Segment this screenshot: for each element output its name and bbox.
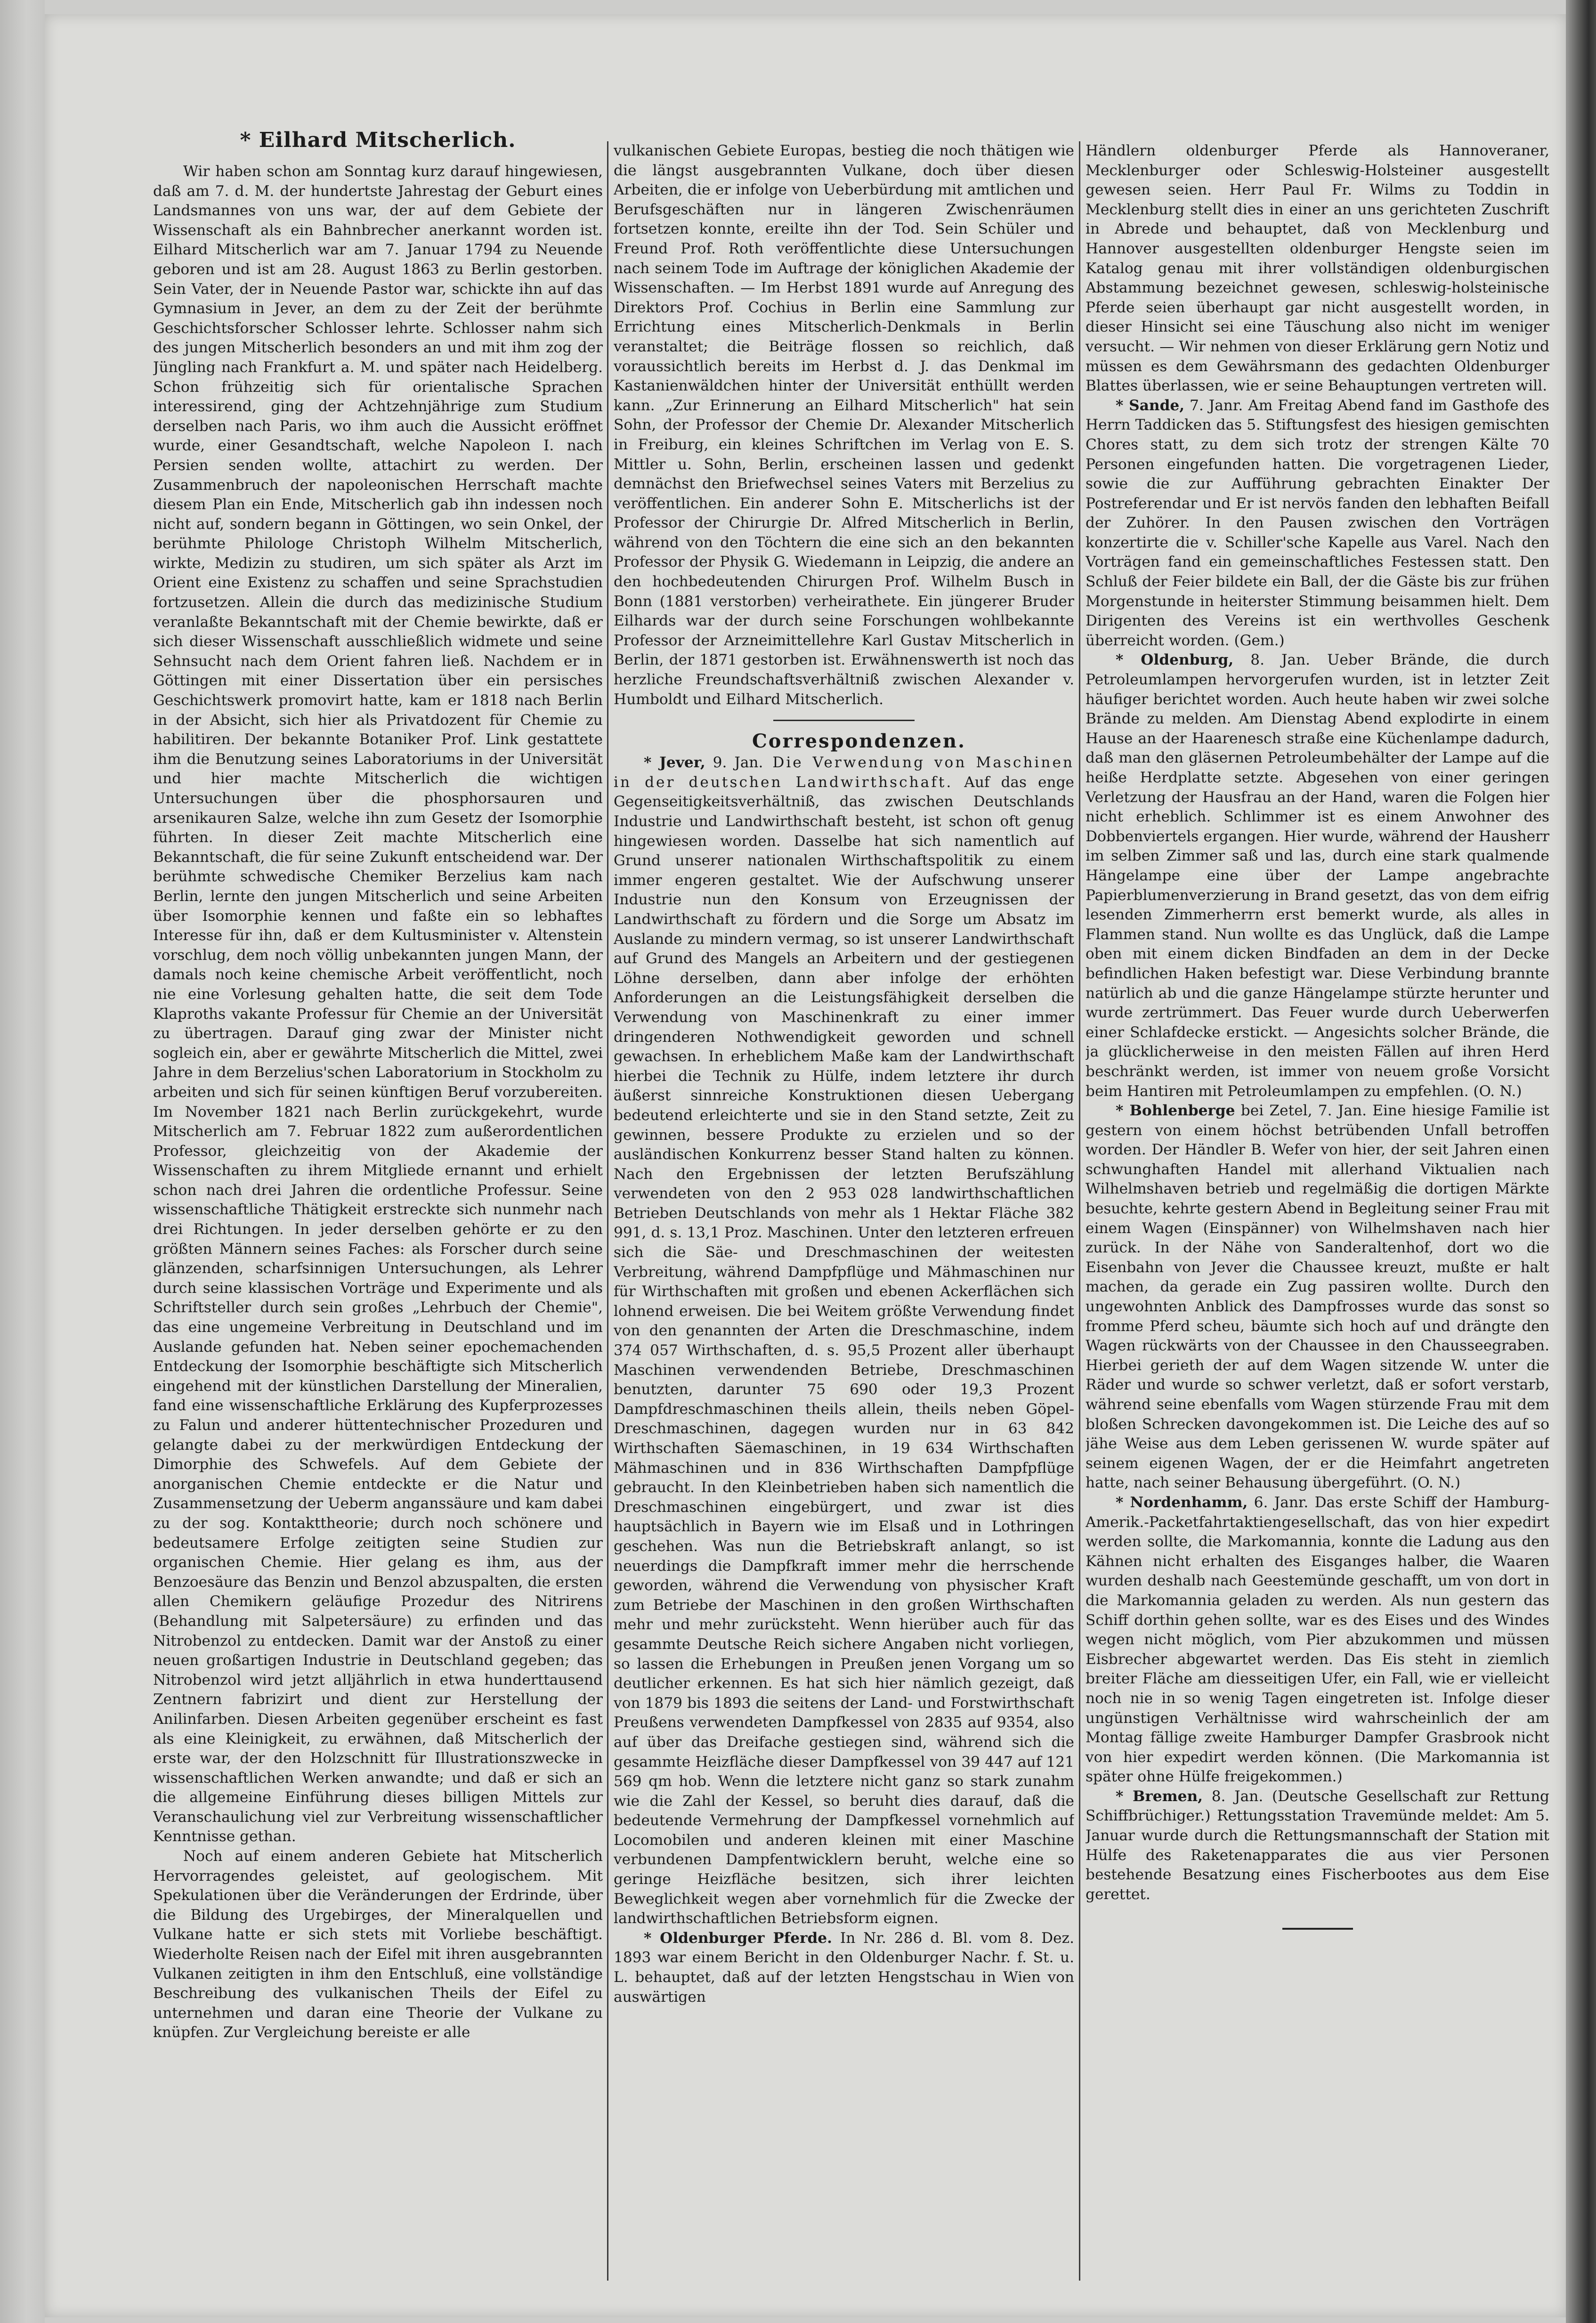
report-text: 7. Janr. Am Freitag Abend fand im Gasthofe des Herrn Taddicken das 5. Stiftungsfest des hiesigen gemischten Chores statt, zu dem sich trotz der strengen Kälte 70 Personen eingefunden hatten. Die vorgetragenen Lieder, sowie die zur Aufführung gebrachten Einakter Der Postreferendar und Er ist nervös fanden den lebhaften Beifall der Zuhörer. In den Pausen zwischen den Vorträgen konzertirte die v. Schiller'sche Kapelle aus Varel. Nach den Vorträgen fand ein gemeinschaftliches Festessen statt. Den Schluß der Feier bildete ein Ball, der die Gäste bis zur frühen Morgenstunde in heiterster Stimmung beisammen hielt. Dem Dirigenten des Vereins ist ein werthvolles Geschenk überreicht worden. (Gem.) xyxy=(1086,397,1549,649)
article-title: * Eilhard Mitscherlich. xyxy=(240,128,516,152)
report-text: bei Zetel, 7. Jan. Eine hiesige Familie ist gestern von einem höchst betrübenden Unfall betroffen worden. Der Händler B. Wefer von hier, der seit Jahren einen schwunghaften Handel mit allerhand Viktualien nach Wilhelmshaven betrieb und regelmäßig die dortigen Märkte besuchte, kehrte gestern Abend in Begleitung seiner Frau mit einem Wagen (Einspänner) von Wilhelmshaven nach hier zurück. In der Nähe von Sanderaltenhof, dort wo die Eisenbahn von Jever die Chaussee kreuzt, mußte er halt machen, da gerade ein Zug passiren wollte. Durch den ungewohnten Anblick des Dampfrosses wurde das sonst so fromme Pferd scheu, bäumte sich hoch auf und drängte den Wagen rückwärts von der Chaussee in den Chausseegraben. Hierbei gerieth der auf dem Wagen sitzende W. unter die Räder und wurde so schwer verletzt, daß er sofort verstarb, während seine ebenfalls vom Wagen stürzende Frau mit dem bloßen Schrecken davongekommen ist. Die Leiche des auf so jähe Weise aus dem Leben gerissenen W. wurde später auf seinem eigenen Wagen, der er die Heimfahrt angetreten hatte, nach seiner Behausung übergeführt. (O. N.) xyxy=(1086,1102,1549,1492)
report-sande xyxy=(1086,396,1549,651)
report-lead: * Oldenburg, xyxy=(1116,651,1234,669)
report-oldenburg xyxy=(1086,650,1549,1101)
article-paragraph: Noch auf einem anderen Gebiete hat Mitscherlich Hervorragendes geleistet, auf geologischem. Mit Spekulationen über die Veränderungen der Erdrinde, über die Bildung des Urgebirges, der Mineralquellen und Vulkane hatte er sich stets mit Vorliebe beschäftigt. Wiederholte Reisen nach der Eifel mit ihren ausgebrannten Vulkanen zeitigten in ihm den Entschluß, eine vollständige Beschreibung des vulkanischen Theils der Eifel zu unternehmen und daran eine Theorie der Vulkane zu knüpfen. Zur Vergleichung bereiste er alle xyxy=(153,1848,603,2041)
report-lead: * Nordenhamm, xyxy=(1116,1494,1248,1511)
report-text: 6. Janr. Das erste Schiff der Hamburg-Amerik.-Packetfahrtaktiengesellschaft, das von hier expedirt werden sollte, die Markomannia, konnte die Ladung aus den Kähnen nicht erhalten des Eisganges halber, die Waaren wurden deshalb nach Geestemünde geschafft, um von dort in die Markomannia geladen zu werden. Als nun gestern das Schiff dorthin gehen sollte, war es des Eises und des Windes wegen nicht möglich, vom Pier abzukommen und müssen Eisbrecher abgewartet werden. Das Eis steht in ziemlich breiter Fläche am diesseitigen Ufer, ein Fall, wie er vielleicht noch nie in so wenig Tagen eingetreten ist. Infolge dieser ungünstigen Verhältnisse wird wahrscheinlich der am Montag fällige zweite Hamburger Dampfer Grasbrook nicht von hier expedirt werden können. (Die Markomannia ist später ohne Hülfe freigekommen.) xyxy=(1086,1494,1549,1786)
report-nordenhamm xyxy=(1086,1493,1549,1787)
section-heading: Correspondenzen. xyxy=(752,730,966,753)
report-bremen xyxy=(1086,1787,1549,1905)
report-lead: * Sande, xyxy=(1116,397,1185,414)
report-text: Händlern oldenburger Pferde als Hannoveraner, Mecklenburger oder Schleswig-Holsteiner ausgestellt gewesen seien. Herr Paul Fr. Wilms zu Toddin in Mecklenburg stellt dies in einer an uns gerichteten Zuschrift in Abrede und behauptet, daß von Mecklenburg und Hannover ausgestellten oldenburger Hengste seien im Katalog genau mit ihrer vollständigen oldenburgischen Abstammung bezeichnet gewesen, schleswig-holsteinische Pferde seien überhaupt gar nicht ausgestellt worden, in dieser Hinsicht sei eine Täuschung also nicht im weniger versucht. — Wir nehmen von dieser Erklärung gern Notiz und müssen es dem Gewährsmann des gedachten Oldenburger Blattes überlassen, wie er seine Behauptungen vertreten will. xyxy=(1086,142,1549,395)
report-continuation xyxy=(1086,141,1549,396)
report-lead: * Jever, xyxy=(644,754,705,772)
scan-right-edge xyxy=(1566,0,1596,2323)
article-paragraph: Wir haben schon am Sonntag kurz darauf hingewiesen, daß am 7. d. M. der hundertste Jahrestag der Geburt eines Landsmannes von uns war, der auf dem Gebiete der Wissenschaft als ein Bahnbrecher anerkannt worden ist. Eilhard Mitscherlich war am 7. Januar 1794 zu Neuende geboren und ist am 28. August 1863 zu Berlin gestorben. Sein Vater, der in Neuende Pastor war, schickte ihn auf das Gymnasium in Jever, an dem zu der Zeit der berühmte Geschichtsforscher Schlosser lehrte. Schlosser nahm sich des jungen Mitscherlich besonders an und mit ihm zog der Jüngling nach Frankfurt a. M. und später nach Heidelberg. Schon frühzeitig sich für orientalische Sprachen interessirend, ging der Achtzehnjährige zum Studium derselben nach Paris, wo ihm auch die Aussicht eröffnet wurde, einer Gesandtschaft, welche Napoleon I. nach Persien senden wollte, attachirt zu werden. Der Zusammenbruch der napoleonischen Herrschaft machte diesem Plan ein Ende, Mitscherlich gab ihn indessen noch nicht auf, sondern begann in Göttingen, wo sein Onkel, der berühmte Philologe Christoph Wilhelm Mitscherlich, wirkte, Medizin zu studiren, um sich später als Arzt im Orient eine Existenz zu schaffen und seine Sprachstudien fortzusetzen. Allein die durch das medizinische Studium veranlaßte Bekanntschaft mit der Chemie bewirkte, daß er sich dieser Wissenschaft ausschließlich widmete und seine Sehnsucht nach dem Orient fahren ließ. Nachdem er in Göttingen mit einer Dissertation über ein persisches Geschichtswerk promovirt hatte, kam er 1818 nach Berlin in der Absicht, sich hier als Privatdozent für Chemie zu habilitiren. Der bekannte Botaniker Prof. Link gestattete ihm die Benutzung seines Laboratoriums in der Universität und hier machte Mitscherlich die wichtigen Untersuchungen über die phosphorsauren und arsenikauren Salze, welche ihn zum Gesetz der Isomorphie führten. In dieser Zeit machte Mitscherlich eine Bekanntschaft, die für seine Zukunft entscheidend war. Der berühmte schwedische Chemiker Berzelius kam nach Berlin, lernte den jungen Mitscherlich und seine Arbeiten über Isomorphie kennen und faßte ein so lebhaftes Interesse für ihn, daß er dem Kultusminister v. Altenstein vorschlug, dem noch völlig unbekannten jungen Mann, der damals noch keine chemische Arbeit veröffentlicht, noch nie eine Vorlesung gehalten hatte, die seit dem Tode Klaproths vakante Professur für Chemie an der Universität zu übertragen. Darauf ging zwar der Minister nicht sogleich ein, aber er gewährte Mitscherlich die Mittel, zwei Jahre in dem Berzelius'schen Laboratorium in Stockholm zu arbeiten und sich für seinen künftigen Beruf vorzubereiten. Im November 1821 nach Berlin zurückgekehrt, wurde Mitscherlich am 7. Februar 1822 zum außerordentlichen Professor, gleichzeitig von der Akademie der Wissenschaften zu ihrem Mitgliede ernannt und erhielt schon nach drei Jahren die ordentliche Professur. Seine wissenschaftliche Thätigkeit erstreckte sich nunmehr nach drei Richtungen. In jeder derselben gehörte er zu den größten Männern seines Faches: als Forscher durch seine glänzenden, scharfsinnigen Untersuchungen, als Lehrer durch seine klassischen Vorträge und Experimente und als Schriftsteller durch sein großes „Lehrbuch der Chemie", das eine ungemeine Verbreitung in Deutschland und im Auslande gefunden hat. Neben seiner epochemachenden Entdeckung der Isomorphie beschäftigte sich Mitscherlich eingehend mit der künstlichen Darstellung der Mineralien, fand eine wissenschaftliche Erklärung des Kupferprozesses zu Falun und anderer hüttentechnischer Prozeduren und gelangte dabei zu der merkwürdigen Entdeckung der Dimorphie des Schwefels. Auf dem Gebiete der anorganischen Chemie entdeckte er die Natur und Zusammensetzung der Ueberm anganssäure und kam dabei zu der sog. Kontakttheorie; durch noch schönere und bedeutsamere Erfolge zeitigten seine Studien zur organischen Chemie. Hier gelang es ihm, aus der Benzoesäure das Benzin und Benzol abzuspalten, die ersten allen Chemikern geläufige Prozedur des Nitrirens (Behandlung mit Salpetersäure) zu erfinden und das Nitrobenzol zu entdecken. Damit war der Anstoß zu einer neuen großartigen Industrie in Deutschland gegeben; das Nitrobenzol wird jetzt alljährlich in etwa hunderttausend Zentnern fabrizirt und dient zur Herstellung der Anilinfarben. Diesen Arbeiten gegenüber erscheint es fast als eine Kleinigkeit, zu erwähnen, daß Mitscherlich der erste war, der den Holzschnitt für Illustrationszwecke in wissenschaftlichen Werken anwandte; und daß er sich an die allgemeine Einführung dieses billigen Mittels zur Veranschaulichung viel zur Verbreitung wissenschaftlicher Kenntnisse gethan. xyxy=(153,163,603,1845)
scan-binding-edge xyxy=(0,0,45,2323)
report-lead: * Bremen, xyxy=(1116,1787,1203,1805)
report-bohlenberge xyxy=(1086,1101,1549,1493)
report-lead: * Oldenburger Pferde. xyxy=(644,1929,832,1947)
column-rule-2 xyxy=(1079,141,1080,2281)
report-text: 8. Jan. Ueber Brände, die durch Petroleumlampen hervorgerufen wurden, ist in letzter Zeit häufiger berichtet worden. Auch heute haben wir zwei solche Brände zu melden. Am Dienstag Abend explodirte in einem Hause an der Haarenesch straße eine Küchenlampe dadurch, daß man den gläsernen Petroleumbehälter der Lampe auf die heiße Herdplatte setzte. Abgesehen von einer geringen Verletzung der Hausfrau an der Hand, waren die Folgen hier nicht erheblich. Schlimmer ist es einem Anwohner des Dobbenviertels ergangen. Hier wurde, während der Hausherr im selben Zimmer saß und las, durch eine stark qualmende Hängelampe eine über der Lampe angebrachte Papierblumenverzierung in Brand gesetzt, das von dem eifrig lesenden Zimmerherrn erst bemerkt wurde, als alles in Flammen stand. Nun wollte es das Unglück, daß die Lampe oben mit einem dicken Bindfaden an dem in der Decke befindlichen Haken befestigt war. Diese Verbindung brannte natürlich ab und die ganze Hängelampe stürzte herunter und wurde zertrümmert. Das Feuer wurde durch Ueberwerfen einer Schlafdecke erstickt. — Angesichts solcher Brände, die ja glücklicherweise in den meisten Fällen auf ihren Herd beschränkt werden, ist immer von neuem große Vorsicht beim Hantiren mit Petroleumlampen zu empfehlen. (O. N.) xyxy=(1086,651,1549,1100)
report-date: 9. Jan. xyxy=(705,754,763,772)
report-lead: * Bohlenberge xyxy=(1116,1102,1235,1120)
section-divider xyxy=(773,720,915,721)
column-2 xyxy=(614,141,1074,2295)
column-rule-1 xyxy=(607,141,608,2281)
article-paragraph: vulkanischen Gebiete Europas, bestieg die noch thätigen wie die längst ausgebrannten Vulkane, doch über diesen Arbeiten, die er infolge von Ueberbürdung mit amtlichen und Berufsgeschäften nur in längeren Zwischenräumen fortsetzen konnte, ereilte ihn der Tod. Sein Schüler und Freund Prof. Roth veröffentlichte diese Untersuchungen nach seinem Tode im Auftrage der königlichen Akademie der Wissenschaften. — Im Herbst 1891 wurde auf Anregung des Direktors Prof. Cochius in Berlin eine Sammlung zur Errichtung eines Mitscherlich-Denkmals in Berlin veranstaltet; die Beiträge flossen so reichlich, daß voraussichtlich bereits im Herbst d. J. das Denkmal im Kastanienwäldchen hinter der Universität enthüllt werden kann. „Zur Erinnerung an Eilhard Mitscherlich" hat sein Sohn, der Professor der Chemie Dr. Alexander Mitscherlich in Freiburg, ein kleines Schriftchen im Verlag von E. S. Mittler u. Sohn, Berlin, erscheinen lassen und gedenkt demnächst den Briefwechsel seines Vaters mit Berzelius zu veröffentlichen. Ein anderer Sohn E. Mitscherlichs ist der Professor der Chirurgie Dr. Alfred Mitscherlich in Berlin, während von den Töchtern die eine sich an den bekannten Professor der Physik G. Wiedemann in Leipzig, die andere an den hochbedeutenden Chirurgen Prof. Wilhelm Busch in Bonn (1881 verstorben) verheirathete. Ein jüngerer Bruder Eilhards war der durch seine Forschungen wohlbekannte Professor der Arzneimittellehre Karl Gustav Mitscherlich in Berlin, der 1871 gestorben ist. Erwähnenswerth ist noch das herzliche Freundschaftsverhältniß zwischen Alexander v. Humboldt und Eilhard Mitscherlich. xyxy=(614,142,1074,708)
column-3 xyxy=(1086,141,1549,2295)
report-text: 8. Jan. (Deutsche Gesellschaft zur Rettung Schiffbrüchiger.) Rettungsstation Travemünde meldet: Am 5. Januar wurde durch die Rettungsmannschaft der Station mit Hülfe des Raketenapparates die aus vier Personen bestehende Besatzung eines Fischerbootes aus dem Eise gerettet. xyxy=(1086,1787,1549,1903)
report-jever xyxy=(614,753,1074,1929)
report-text: In Nr. 286 d. Bl. vom 8. Dez. 1893 war einem Bericht in den Oldenburger Nachr. f. St. u. L. behauptet, daß auf der letzten Hengstschau in Wien von auswärtigen xyxy=(614,1929,1074,2006)
end-rule xyxy=(1282,1928,1353,1930)
report-text: Auf das enge Gegenseitigkeitsverhältniß, das zwischen Deutschlands Industrie und Landwirthschaft besteht, ist schon oft genug hingewiesen worden. Dasselbe hat sich namentlich auf Grund unserer nationalen Wirthschaftspolitik zu einem immer engeren gestaltet. Wie der Aufschwung unserer Industrie nun den Konsum von Erzeugnissen der Landwirthschaft zu fördern und die Sorge um Absatz im Auslande zu mindern vermag, so ist unserer Landwirthschaft auf Grund des Mangels an Arbeitern und der gestiegenen Löhne derselben, dann aber infolge der erhöhten Anforderungen an die Leistungsfähigkeit derselben die Verwendung von Maschinenkraft zu einer immer dringenderen Nothwendigkeit geworden und schnell gewachsen. In erheblichem Maße kam der Landwirthschaft hierbei die Technik zu Hülfe, indem letztere ihr durch äußerst sinnreiche Konstruktionen diesen Uebergang bedeutend erleichterte und sie in den Stand setzte, Zeit zu gewinnen, bessere Produkte zu erzielen und so der ausländischen Konkurrenz besser Stand halten zu können. Nach den Ergebnissen der letzten Berufszählung verwendeten von den 2 953 028 landwirthschaftlichen Betrieben Deutschlands von mehr als 1 Hektar Fläche 382 991, d. s. 13,1 Proz. Maschinen. Unter den letzteren erfreuen sich die Säe- und Dreschmaschinen der weitesten Verbreitung, während Dampfpflüge und Mähmaschinen nur für Wirthschaften mit großen und ebenen Ackerflächen sich lohnend erweisen. Die bei Weitem größte Verwendung findet von den genannten der Arten die Dreschmaschine, indem 374 057 Wirthschaften, d. s. 95,5 Prozent aller überhaupt Maschinen verwendenden Betriebe, Dreschmaschinen benutzten, darunter 75 690 oder 19,3 Prozent Dampfdreschmaschinen theils allein, theils neben Göpel-Dreschmaschinen, dagegen wurden nur in 63 842 Wirthschaften Säemaschinen, in 19 634 Wirthschaften Mähmaschinen und in 836 Wirthschaften Dampfpflüge gebraucht. In den Kleinbetrieben haben sich namentlich die Dreschmaschinen eingebürgert, und zwar ist dies hauptsächlich in Bayern wie im Elsaß und in Lothringen geschehen. Was nun die Betriebskraft anlangt, so ist neuerdings die Dampfkraft immer mehr die herrschende geworden, während die Verwendung von physischer Kraft zum Betriebe der Maschinen in den großen Wirthschaften mehr und mehr zurücksteht. Wenn hierüber auch für das gesammte Deutsche Reich sichere Angaben nicht vorliegen, so lassen die Erhebungen in Preußen jenen Vorgang um so deutlicher erkennen. Es hat sich hier nämlich gezeigt, daß von 1879 bis 1893 die seitens der Land- und Forstwirthschaft Preußens verwendeten Dampfkessel von 2835 auf 9354, also auf über das Dreifache gestiegen sind, während sich die gesammte Heizfläche dieser Dampfkessel von 39 447 auf 121 569 qm hob. Wenn die letztere nicht ganz so stark zunahm wie die Zahl der Kessel, so beruht dies darauf, daß die bedeutende Vermehrung der Dampfkessel vornehmlich auf Locomobilen und anderen kleinen mit einer Maschine verbundenen Dampfentwicklern beruht, welche eine so geringe Heizfläche besitzen, sich ihrer leichten Beweglichkeit wegen aber vornehmlich für die Zwecke der landwirthschaftlichen Betriebsform eignen. xyxy=(614,773,1074,1927)
column-1 xyxy=(153,127,603,2295)
report-headline: Die Verwendung von Maschinen in der deutschen Landwirthschaft. xyxy=(614,754,1074,791)
report-pferde xyxy=(614,1929,1074,2007)
